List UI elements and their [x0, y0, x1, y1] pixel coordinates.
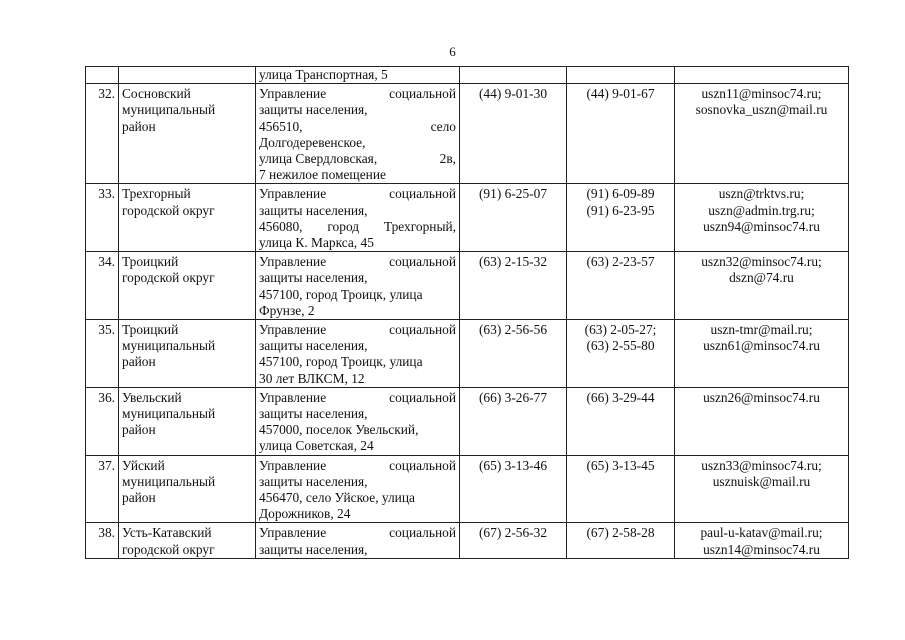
- municipality-name-line: муниципальный: [122, 102, 216, 118]
- address-line: [259, 135, 456, 151]
- table-row: [86, 184, 849, 252]
- address-word: город: [327, 218, 360, 234]
- table-row: [86, 320, 849, 388]
- municipality-name-line: Уйский: [122, 457, 165, 473]
- address-word: защиты населения,: [259, 102, 368, 118]
- address-line: [259, 542, 456, 558]
- municipality-name-line: Усть-Катавский: [122, 525, 212, 541]
- social-protection-directory-table: [85, 66, 849, 559]
- table-row: [86, 252, 849, 320]
- address-word: 457000, поселок Увельский,: [259, 422, 419, 438]
- phone-line: (65) 3-13-46: [478, 457, 548, 473]
- row-number: [86, 455, 119, 523]
- email-line: uszn94@minsoc74.ru: [703, 218, 820, 234]
- agency-address: [256, 455, 460, 523]
- email-line: uszn@trktvs.ru;: [718, 186, 805, 202]
- fax-line: (63) 2-23-57: [586, 254, 655, 270]
- row-number: [86, 84, 119, 184]
- row-number-text: 37.: [98, 457, 115, 473]
- email-line: uszn14@minsoc74.ru: [703, 541, 820, 557]
- address-line: [259, 525, 456, 541]
- table-row: [86, 523, 849, 558]
- address-word: 456510,: [259, 118, 303, 134]
- address-line: [259, 254, 456, 270]
- agency-address: [256, 184, 460, 252]
- address-word: село: [430, 118, 456, 134]
- phone-number: [460, 320, 567, 388]
- address-word: 457100, город Троицк, улица: [259, 286, 423, 302]
- address-word: Управление: [259, 86, 327, 102]
- fax-number: [567, 387, 675, 455]
- address-word: Долгодеревенское,: [259, 134, 366, 150]
- number-cell: [86, 67, 119, 84]
- address-word: 456080,: [259, 218, 303, 234]
- row-number: [86, 387, 119, 455]
- phone-line: (44) 9-01-30: [478, 86, 548, 102]
- row-number-text: 32.: [98, 86, 115, 102]
- address-line: [259, 203, 456, 219]
- municipality-name: [119, 387, 256, 455]
- address-word: улица Советская, 24: [259, 438, 374, 454]
- agency-address: [256, 387, 460, 455]
- email-line: sosnovka_uszn@mail.ru: [695, 102, 828, 118]
- row-number: [86, 252, 119, 320]
- municipality-name: [119, 184, 256, 252]
- email-line: uszn-tmr@mail.ru;: [710, 322, 813, 338]
- address-word: 30 лет ВЛКСМ, 12: [259, 370, 365, 386]
- row-number-text: 33.: [98, 186, 115, 202]
- table-row: [86, 455, 849, 523]
- address-line: [259, 458, 456, 474]
- address-word: социальной: [389, 86, 456, 102]
- phone-number: [460, 84, 567, 184]
- municipality-name-line: район: [122, 422, 156, 438]
- fax-number: [567, 184, 675, 252]
- address-word: защиты населения,: [259, 270, 368, 286]
- address-word: Управление: [259, 525, 327, 541]
- address-line: улица Транспортная, 5: [259, 67, 388, 82]
- phone-number: [460, 523, 567, 558]
- address-word: Управление: [259, 457, 327, 473]
- address-word: Управление: [259, 186, 327, 202]
- fax-line: (67) 2-58-28: [586, 525, 655, 541]
- email-line: uszn26@minsoc74.ru: [703, 389, 820, 405]
- address-line: [259, 354, 456, 370]
- municipality-name: [119, 320, 256, 388]
- fax-line: (66) 3-29-44: [586, 389, 655, 405]
- email-line: uszn11@minsoc74.ru;: [701, 86, 822, 102]
- municipality-name: [119, 455, 256, 523]
- row-number-text: 34.: [98, 254, 115, 270]
- address-line: [259, 102, 456, 118]
- email-line: uszn@admin.trg.ru;: [708, 202, 815, 218]
- address-line: [259, 167, 456, 183]
- fax-line: (63) 2-55-80: [586, 338, 655, 354]
- address-word: социальной: [389, 389, 456, 405]
- email-address: [675, 84, 849, 184]
- phone-number: [460, 455, 567, 523]
- municipality-name: [119, 84, 256, 184]
- municipality-name: [119, 523, 256, 558]
- phone-line: (67) 2-56-32: [478, 525, 548, 541]
- agency-address: [256, 320, 460, 388]
- address-word: социальной: [389, 186, 456, 202]
- municipality-name-line: муниципальный: [122, 473, 216, 489]
- municipality-name-line: Увельский: [122, 389, 182, 405]
- email-line: uszn33@minsoc74.ru;: [701, 457, 822, 473]
- address-line: [259, 371, 456, 387]
- address-line: [259, 186, 456, 202]
- email-address: [675, 523, 849, 558]
- fax-line: (44) 9-01-67: [586, 86, 655, 102]
- municipality-name-line: район: [122, 354, 156, 370]
- agency-address: [256, 523, 460, 558]
- address-line: [259, 119, 456, 135]
- fax-number: [567, 320, 675, 388]
- agency-address: [256, 84, 460, 184]
- phone-line: (91) 6-25-07: [478, 186, 548, 202]
- fax-number: [567, 84, 675, 184]
- phone-line: (66) 3-26-77: [478, 389, 548, 405]
- fax-line: (91) 6-09-89: [586, 186, 655, 202]
- table-row: [86, 84, 849, 184]
- address-line: [259, 151, 456, 167]
- fax-number: [567, 455, 675, 523]
- address-word: защиты населения,: [259, 473, 368, 489]
- continuation-row: [86, 67, 849, 84]
- email-address: [675, 320, 849, 388]
- municipality-name-line: муниципальный: [122, 338, 216, 354]
- fax-cell: [567, 67, 675, 84]
- address-line: [259, 303, 456, 319]
- email-line: dszn@74.ru: [729, 270, 794, 286]
- municipality-name-line: Сосновский: [122, 86, 191, 102]
- email-address: [675, 184, 849, 252]
- row-number: [86, 184, 119, 252]
- address-word: социальной: [389, 457, 456, 473]
- address-word: улица Свердловская,: [259, 151, 378, 167]
- phone-number: [460, 252, 567, 320]
- row-number-text: 35.: [98, 322, 115, 338]
- address-line: [259, 406, 456, 422]
- address-line: [259, 219, 456, 235]
- fax-line: (65) 3-13-45: [586, 457, 655, 473]
- address-line: [259, 438, 456, 454]
- municipality-name-line: городской округ: [122, 541, 215, 557]
- fax-line: (91) 6-23-95: [586, 202, 655, 218]
- address-line: [259, 422, 456, 438]
- fax-number: [567, 252, 675, 320]
- phone-number: [460, 387, 567, 455]
- address-word: 2в,: [439, 151, 456, 167]
- address-line: [259, 235, 456, 251]
- address-line: [259, 390, 456, 406]
- address-word: защиты населения,: [259, 541, 368, 557]
- address-word: 457100, город Троицк, улица: [259, 354, 423, 370]
- email-line: uszn61@minsoc74.ru: [703, 338, 820, 354]
- municipality-name-line: муниципальный: [122, 406, 216, 422]
- phone-line: (63) 2-15-32: [478, 254, 548, 270]
- email-line: usznuisk@mail.ru: [712, 473, 811, 489]
- agency-address: [256, 252, 460, 320]
- address-line: [259, 86, 456, 102]
- municipality-name-line: Троицкий: [122, 322, 179, 338]
- address-word: Управление: [259, 254, 327, 270]
- page-number: 6: [449, 44, 456, 59]
- address-word: Управление: [259, 322, 327, 338]
- table-row: [86, 387, 849, 455]
- email-cell: [675, 67, 849, 84]
- row-number: [86, 523, 119, 558]
- address-word: 7 нежилое помещение: [259, 167, 386, 183]
- address-line: [259, 322, 456, 338]
- row-number-text: 36.: [98, 389, 115, 405]
- municipality-name: [119, 252, 256, 320]
- address-line: [259, 287, 456, 303]
- fax-line: (63) 2-05-27;: [584, 322, 657, 338]
- row-number-text: 38.: [98, 525, 115, 541]
- address-word: Управление: [259, 389, 327, 405]
- address-word: защиты населения,: [259, 202, 368, 218]
- address-word: защиты населения,: [259, 406, 368, 422]
- address-word: Трехгорный,: [383, 218, 456, 234]
- email-line: uszn32@minsoc74.ru;: [701, 254, 822, 270]
- address-word: Дорожников, 24: [259, 506, 351, 522]
- address-line: [259, 270, 456, 286]
- municipality-name-line: район: [122, 118, 156, 134]
- address-line: [259, 474, 456, 490]
- name-cell: [119, 67, 256, 84]
- email-address: [675, 455, 849, 523]
- municipality-name-line: Трехгорный: [122, 186, 191, 202]
- address-word: защиты населения,: [259, 338, 368, 354]
- address-word: социальной: [389, 254, 456, 270]
- address-word: 456470, село Уйское, улица: [259, 490, 415, 506]
- municipality-name-line: городской округ: [122, 202, 215, 218]
- municipality-name-line: городской округ: [122, 270, 215, 286]
- address-line: [259, 490, 456, 506]
- row-number: [86, 320, 119, 388]
- address-word: социальной: [389, 525, 456, 541]
- email-line: paul-u-katav@mail.ru;: [700, 525, 823, 541]
- address-line: [259, 338, 456, 354]
- phone-line: (63) 2-56-56: [478, 322, 548, 338]
- municipality-name-line: район: [122, 490, 156, 506]
- address-cell: [256, 67, 460, 84]
- phone-cell: [460, 67, 567, 84]
- address-word: улица К. Маркса, 45: [259, 235, 374, 251]
- address-word: социальной: [389, 322, 456, 338]
- email-address: [675, 252, 849, 320]
- fax-number: [567, 523, 675, 558]
- email-address: [675, 387, 849, 455]
- address-word: Фрунзе, 2: [259, 302, 315, 318]
- municipality-name-line: Троицкий: [122, 254, 179, 270]
- phone-number: [460, 184, 567, 252]
- address-line: [259, 506, 456, 522]
